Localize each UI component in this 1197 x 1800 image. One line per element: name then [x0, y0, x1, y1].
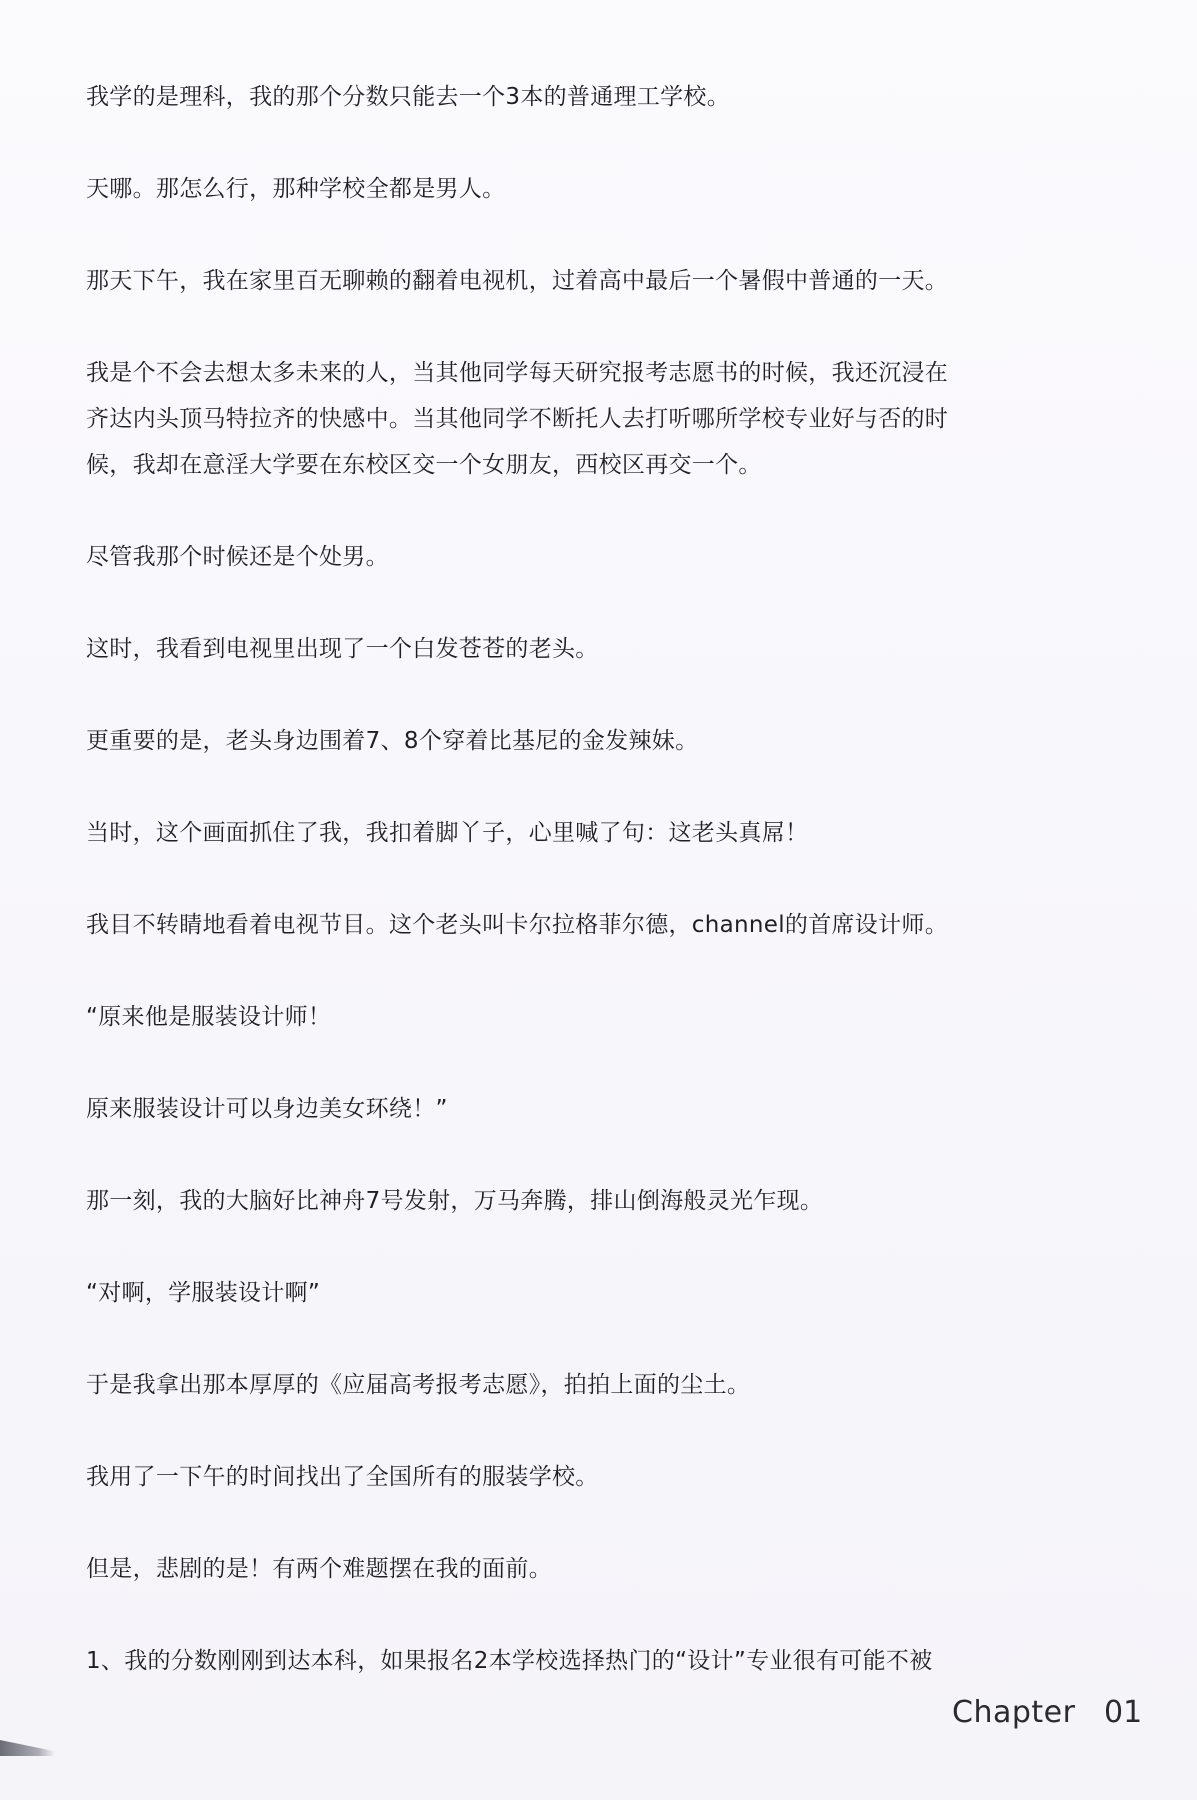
text-line: “对啊，学服装设计啊”	[86, 1280, 321, 1306]
paragraph	[86, 350, 1086, 488]
text-line: 齐达内头顶马特拉齐的快感中。当其他同学不断托人去打听哪所学校专业好与否的时	[86, 406, 949, 432]
text-line: 我目不转睛地看着电视节目。这个老头叫卡尔拉格菲尔德，channel的首席设计师。	[86, 912, 949, 938]
paragraph	[86, 1270, 1086, 1316]
text-line: 尽管我那个时候还是个处男。	[86, 544, 389, 570]
text-line: 于是我拿出那本厚厚的《应届高考报考志愿》，拍拍上面的尘土。	[86, 1372, 751, 1398]
paragraph	[86, 1178, 1086, 1224]
scan-edge-mark	[0, 1740, 55, 1756]
text-line: 1、我的分数刚刚到达本科，如果报名2本学校选择热门的“设计”专业很有可能不被	[86, 1648, 933, 1674]
text-line: 但是，悲剧的是！有两个难题摆在我的面前。	[86, 1556, 552, 1582]
text-line: 我用了一下午的时间找出了全国所有的服装学校。	[86, 1464, 599, 1490]
paragraph	[86, 534, 1086, 580]
paragraph	[86, 994, 1086, 1040]
paragraph	[86, 1638, 1086, 1684]
paragraph	[86, 902, 1086, 948]
paragraph	[86, 1086, 1086, 1132]
text-line: 那一刻，我的大脑好比神舟7号发射，万马奔腾，排山倒海般灵光乍现。	[86, 1188, 824, 1214]
text-line: 候，我却在意淫大学要在东校区交一个女朋友，西校区再交一个。	[86, 452, 762, 478]
paragraph	[86, 166, 1086, 212]
text-line: 更重要的是，老头身边围着7、8个穿着比基尼的金发辣妹。	[86, 728, 699, 754]
paragraph	[86, 1362, 1086, 1408]
paragraph	[86, 626, 1086, 672]
paragraph	[86, 810, 1086, 856]
text-line: 原来服装设计可以身边美女环绕！”	[86, 1096, 448, 1122]
paragraph	[86, 74, 1086, 120]
paragraph	[86, 1454, 1086, 1500]
text-line: “原来他是服装设计师！	[86, 1004, 332, 1030]
paragraph	[86, 1546, 1086, 1592]
text-line: 当时，这个画面抓住了我，我扣着脚丫子，心里喊了句：这老头真屌！	[86, 820, 809, 846]
paragraph	[86, 718, 1086, 764]
chapter-label: Chapter	[952, 1695, 1076, 1730]
text-line: 我是个不会去想太多未来的人，当其他同学每天研究报考志愿书的时候，我还沉浸在	[86, 360, 949, 386]
text-line: 我学的是理科，我的那个分数只能去一个3本的普通理工学校。	[86, 84, 731, 110]
text-line: 这时，我看到电视里出现了一个白发苍苍的老头。	[86, 636, 599, 662]
text-line: 那天下午，我在家里百无聊赖的翻着电视机，过着高中最后一个暑假中普通的一天。	[86, 268, 949, 294]
paragraph	[86, 258, 1086, 304]
chapter-number: 01	[1104, 1695, 1143, 1730]
text-line: 天哪。那怎么行，那种学校全都是男人。	[86, 176, 506, 202]
